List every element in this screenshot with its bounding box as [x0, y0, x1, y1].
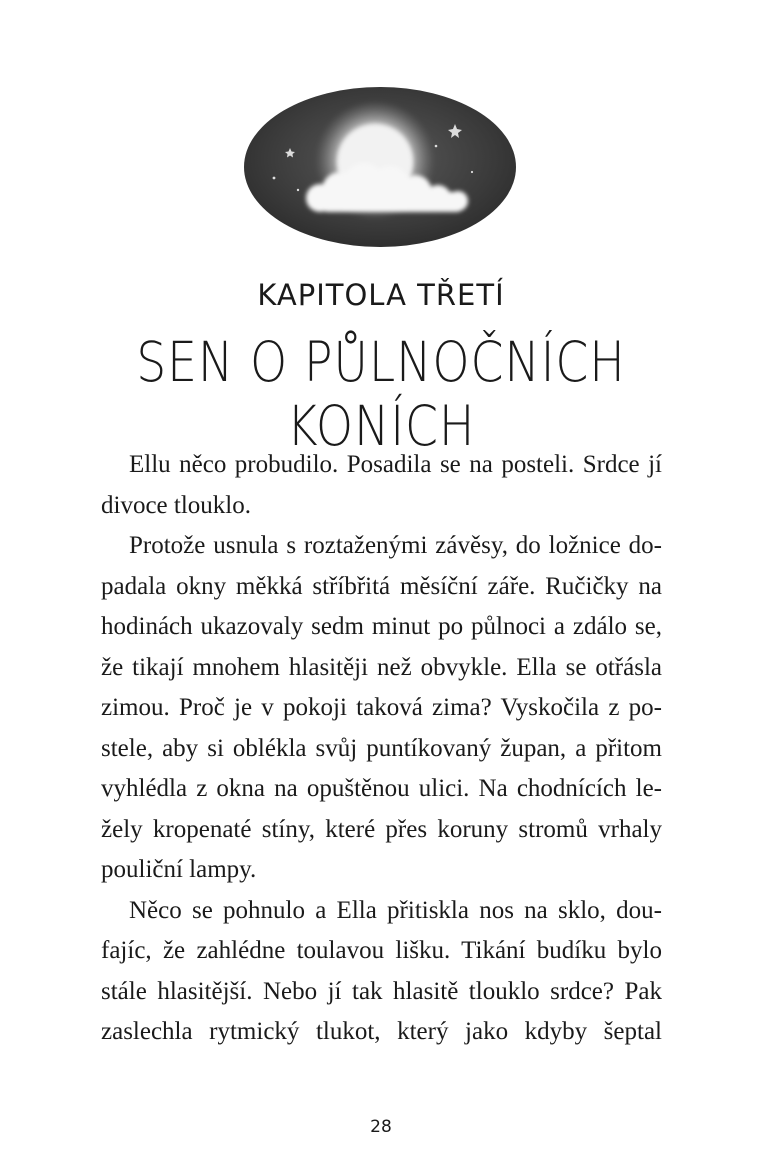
chapter-label: KAPITOLA TŘETÍ [257, 278, 505, 312]
text-line: Něco se pohnulo a Ella přitiskla nos na sklo, dou- [129, 896, 662, 924]
text-line: vyhlédla z okna na opuštěnou ulici. Na chodnících le- [101, 775, 662, 802]
text-line: fajíc, že zahlédne toulavou lišku. Tikání budíku bylo [101, 937, 662, 964]
text-line: padala okny měkká stříbřitá měsíční záře. Ručičky na [101, 572, 662, 600]
page-number: 28 [370, 1117, 392, 1137]
text-line: zaslechla rytmický tlukot, který jako kdyby šeptal [101, 1018, 662, 1045]
text-line: stále hlasitější. Nebo jí tak hlasitě tlouklo srdce? Pak [101, 977, 662, 1005]
text-line: pouliční lampy. [101, 856, 257, 883]
text-line: hodinách ukazovaly sedm minut po půlnoci a zdálo se, [101, 613, 662, 640]
text-line: Ellu něco probudilo. Posadila se na posteli. Srdce jí [129, 451, 662, 478]
moon-cloud-illustration [240, 80, 520, 250]
text-line: že tikají mnohem hlasitěji než obvykle. Ella se otřásla [101, 653, 662, 681]
text-line: žely kropenaté stíny, které přes koruny stromů vrhaly [101, 815, 662, 843]
text-line: Protože usnula s roztaženými závěsy, do ložnice do- [129, 532, 662, 559]
text-line: divoce tlouklo. [101, 491, 251, 519]
chapter-title: SEN O PŮLNOČNÍCH KONÍCH [136, 330, 626, 458]
text-line: zimou. Proč je v pokoji taková zima? Vyskočila z po- [101, 694, 662, 721]
body-text [101, 445, 662, 1053]
text-line: stele, aby si oblékla svůj puntíkovaný župan, a přitom [101, 734, 662, 762]
